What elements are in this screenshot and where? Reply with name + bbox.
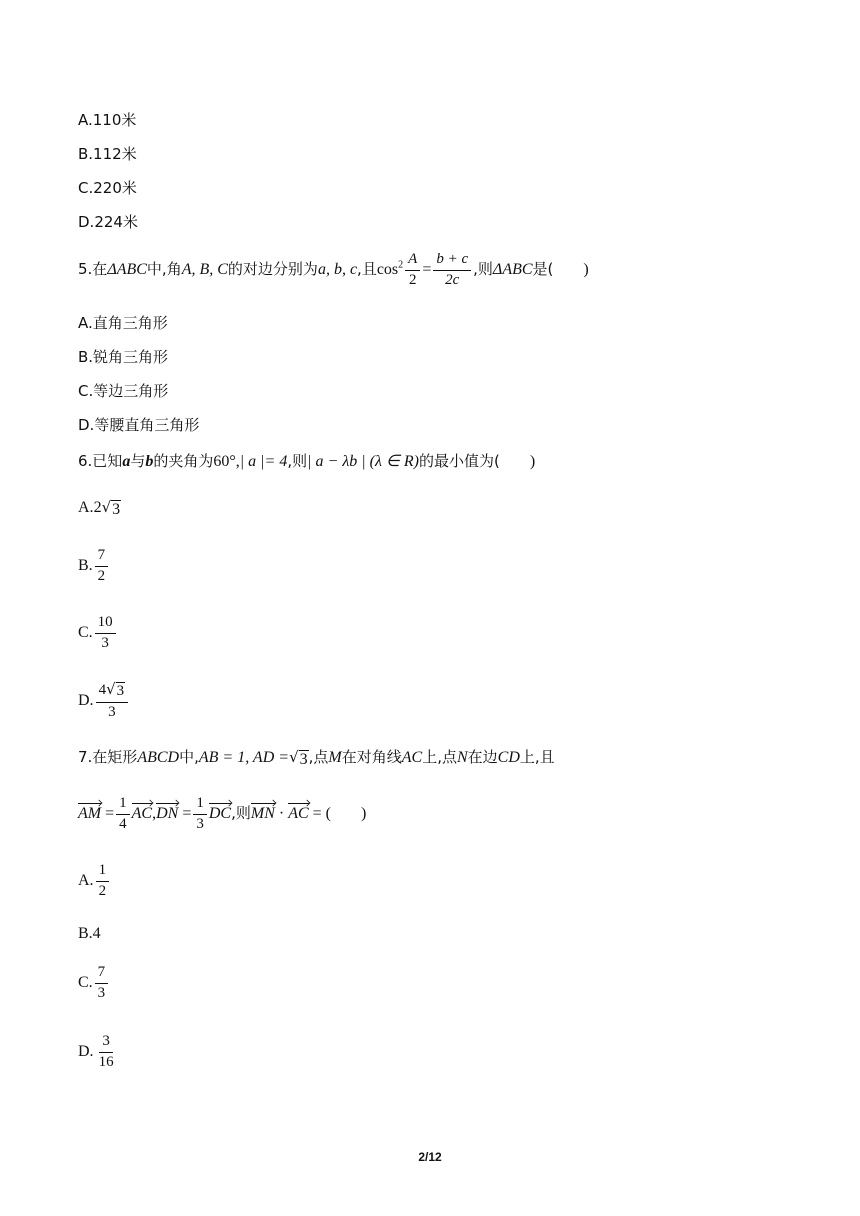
- q5-option-c: C.等边三角形: [78, 382, 169, 400]
- q6-option-c: C. $\frac{10}{3}$: [78, 615, 118, 652]
- q5-option-b: B.锐角三角形: [78, 348, 169, 366]
- q5-stem: 5.在ΔABC中,角A, B, C的对边分别为a, b, c,且$\cos^2$ $\frac{A}{2}$ = $\frac{b + c}{2c}$ ,则ΔABC是( ): [78, 251, 589, 288]
- q6-option-d: D. 4 √ 3 3: [78, 682, 130, 720]
- q6-option-b: B. $\frac{7}{2}$: [78, 548, 110, 585]
- q6-stem: 6.已知a与b的夹角为60°,| a |= 4,则| a − λb | (λ ∈ R)的最小值为( ): [78, 452, 536, 470]
- q4-option-a: A.110米: [78, 111, 137, 129]
- q7-option-d: D. $\frac{3}{16}$: [78, 1033, 114, 1070]
- q7-stem-line1: 7.在矩形ABCD中,AB = 1, AD = √ 3 ,点M在对角线AC上,点N在边CD上,且: [78, 748, 555, 768]
- q5-option-a: A.直角三角形: [78, 314, 168, 332]
- page-number: 2/12: [418, 1150, 442, 1164]
- q7-stem-line2: AM = $\frac{1}{4}$ AC,DN = $\frac{1}{3}$ DC,则MN · AC = ( ): [78, 795, 367, 832]
- q7-option-c: C. $\frac{7}{3}$: [78, 965, 110, 1002]
- q7-option-b: B.4: [78, 925, 101, 942]
- q4-option-d: D.224米: [78, 213, 138, 231]
- q7-option-a: A. $\frac{1}{2}$: [78, 863, 111, 900]
- q4-option-b: B.112米: [78, 145, 137, 163]
- q6-option-a: A.2 √ 3: [78, 498, 121, 518]
- q5-option-d: D.等腰直角三角形: [78, 416, 200, 434]
- q4-option-c: C.220米: [78, 179, 137, 197]
